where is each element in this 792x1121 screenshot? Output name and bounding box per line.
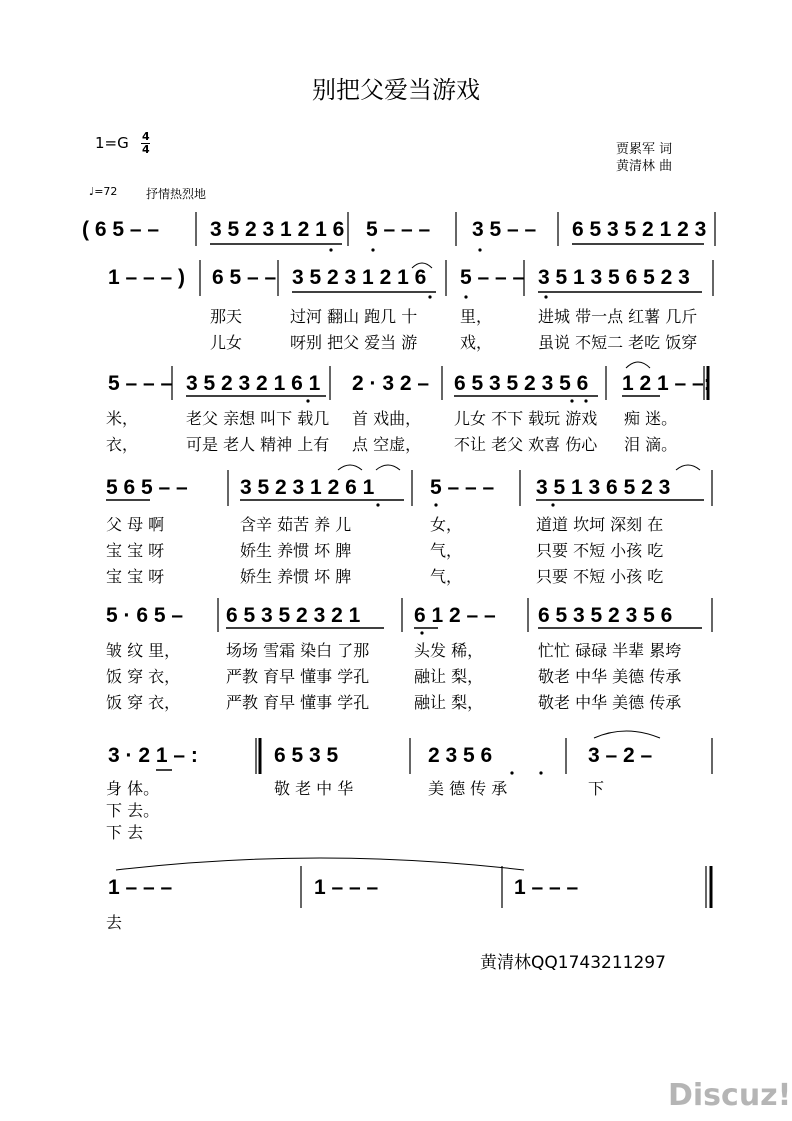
lyric-r4-v3-m2: 气， [430, 567, 463, 586]
lyric-r2-v2-m2: 呀别 把父 爱当 游 [290, 333, 418, 352]
lyric-r3-v1-m3: 儿女 不下 载玩 游戏 [454, 409, 598, 428]
time-signature-bottom: 4 [142, 143, 150, 156]
lyric-r2-v2-m1: 儿女 [210, 333, 243, 352]
lyric-r4-v1-m3: 道道 坎坷 深刻 在 [536, 515, 664, 534]
lyric-r3-v1-m1: 老父 亲想 叫下 载几 [186, 409, 330, 428]
lyric-r6-v1-m3: 下 [588, 779, 605, 798]
lyricist-credit: 贾累军 词 [616, 142, 673, 157]
song-title: 别把父爱当游戏 [312, 76, 480, 104]
lyric-r5-v2-m1: 严教 育早 懂事 学孔 [226, 667, 370, 686]
notes-r3-m2: 2 · 3 2 – [352, 372, 430, 395]
notes-r1-m3: 3 5 – – [472, 218, 537, 241]
lyric-r6-v1-m2: 美 德 传 承 [428, 779, 508, 798]
lyric-r5-v3-m0: 饭 穿 衣， [106, 693, 181, 712]
notes-r1-m4: 6 5 3 5 2 1 2 3 [572, 218, 707, 241]
expression-mark: 抒情热烈地 [146, 187, 207, 201]
notes-r2-m3: 5 – – – [460, 266, 525, 289]
lyric-r7-v1-m0: 去 [106, 913, 123, 932]
notes-r6-m2: 2 3 5 6 [428, 744, 493, 767]
notes-r1-m2: 5 – – – [366, 218, 431, 241]
notes-r1-m1: 3 5 2 3 1 2 1 6 [210, 218, 345, 241]
notes-r2-m2: 3 5 2 3 1 2 1 6 [292, 266, 427, 289]
lyric-r4-v2-m0: 宝 宝 呀 [106, 541, 165, 560]
notes-r7-m2: 1 – – – [514, 876, 579, 899]
lyric-r2-v2-m4: 虽说 不短二 老吃 饭穿 [538, 333, 698, 352]
notes-r5-m1: 6 5 3 5 2 3 2 1 [226, 604, 361, 627]
lyric-r4-v1-m2: 女， [430, 515, 463, 534]
notes-r2-m0: 1 – – – ) [108, 266, 186, 289]
lyric-r2-v2-m3: 戏， [460, 333, 493, 352]
lyric-r6-v1-m0: 身 体。 [106, 779, 160, 798]
notes-r7-m1: 1 – – – [314, 876, 379, 899]
notes-r6-m3: 3 – 2 – [588, 744, 653, 767]
lyric-r3-v1-m2: 首 戏曲， [352, 409, 422, 428]
time-signature-top: 4 [142, 130, 150, 143]
notes-r3-m1: 3 5 2 3 2 1 6 1 [186, 372, 321, 395]
key-signature: 1=G [95, 134, 129, 152]
lyric-r3-v2-m4: 泪 滴。 [624, 435, 678, 454]
lyric-r5-v3-m3: 敬老 中华 美德 传承 [538, 693, 682, 712]
notes-r4-m0: 5 6 5 – – [106, 476, 188, 499]
notes-r6-m1: 6 5 3 5 [274, 744, 339, 767]
notes-r5-m2: 6 1 2 – – [414, 604, 496, 627]
lyric-r5-v1-m0: 皱 纹 里， [106, 641, 181, 660]
lyric-r3-v1-m4: 痴 迷。 [624, 409, 678, 428]
lyric-r6-v2-m0: 下 去。 [106, 801, 160, 820]
notes-r5-m0: 5 · 6 5 – [106, 604, 184, 627]
notes-r2-m4: 3 5 1 3 5 6 5 2 3 [538, 266, 690, 289]
lyric-r6-v3-m0: 下 去 [106, 823, 144, 842]
lyric-r4-v1-m1: 含辛 茹苦 养 儿 [240, 515, 352, 534]
notes-r1-m0: ( 6 5 – – [82, 218, 160, 241]
lyric-r2-v1-m3: 里， [460, 307, 493, 326]
lyric-r4-v3-m1: 娇生 养惯 坏 脾 [240, 567, 352, 586]
notes-r3-m4: 1 2 1 – –: [622, 372, 711, 395]
notes-r2-m1: 6 5 – – [212, 266, 277, 289]
lyric-r5-v3-m2: 融让 梨， [414, 693, 484, 712]
lyric-r5-v2-m0: 饭 穿 衣， [106, 667, 181, 686]
composer-credit: 黄清林 曲 [616, 159, 673, 174]
lyric-r3-v1-m0: 米， [106, 409, 139, 428]
tempo-mark: ♩=72 [89, 185, 118, 198]
lyric-r4-v2-m2: 气， [430, 541, 463, 560]
notes-r5-m3: 6 5 3 5 2 3 5 6 [538, 604, 673, 627]
notes-r3-m3: 6 5 3 5 2 3 5 6 [454, 372, 589, 395]
notes-r6-m0: 3 · 2 1 – : [108, 744, 198, 767]
notes-r4-m3: 3 5 1 3 6 5 2 3 [536, 476, 671, 499]
notes-r3-m0: 5 – – – [108, 372, 173, 395]
lyric-r3-v2-m0: 衣， [106, 435, 139, 454]
notes-r4-m2: 5 – – – [430, 476, 495, 499]
lyric-r4-v2-m3: 只要 不短 小孩 吃 [536, 541, 664, 560]
lyric-r2-v1-m4: 进城 带一点 红薯 几斤 [538, 307, 698, 326]
lyric-r4-v3-m0: 宝 宝 呀 [106, 567, 165, 586]
lyric-r5-v1-m2: 头发 稀， [414, 641, 484, 660]
lyric-r2-v1-m2: 过河 翻山 跑几 十 [290, 307, 418, 326]
watermark-logo: Discuz! [668, 1078, 792, 1113]
lyric-r6-v1-m1: 敬 老 中 华 [274, 779, 354, 798]
lyric-r3-v2-m2: 点 空虚， [352, 435, 422, 454]
notes-r4-m1: 3 5 2 3 1 2 6 1 [240, 476, 375, 499]
lyric-r5-v1-m1: 场场 雪霜 染白 了那 [226, 641, 370, 660]
author-signature: 黄清林QQ1743211297 [480, 953, 666, 973]
lyric-r4-v3-m3: 只要 不短 小孩 吃 [536, 567, 664, 586]
lyric-r5-v2-m2: 融让 梨， [414, 667, 484, 686]
lyric-r4-v1-m0: 父 母 啊 [106, 515, 165, 534]
notes-r7-m0: 1 – – – [108, 876, 173, 899]
lyric-r3-v2-m1: 可是 老人 精神 上有 [186, 435, 330, 454]
lyric-r5-v2-m3: 敬老 中华 美德 传承 [538, 667, 682, 686]
lyric-r4-v2-m1: 娇生 养惯 坏 脾 [240, 541, 352, 560]
lyric-r5-v1-m3: 忙忙 碌碌 半辈 累垮 [538, 641, 682, 660]
lyric-r2-v1-m1: 那天 [210, 307, 243, 326]
lyric-r3-v2-m3: 不让 老父 欢喜 伤心 [454, 435, 598, 454]
lyric-r5-v3-m1: 严教 育早 懂事 学孔 [226, 693, 370, 712]
